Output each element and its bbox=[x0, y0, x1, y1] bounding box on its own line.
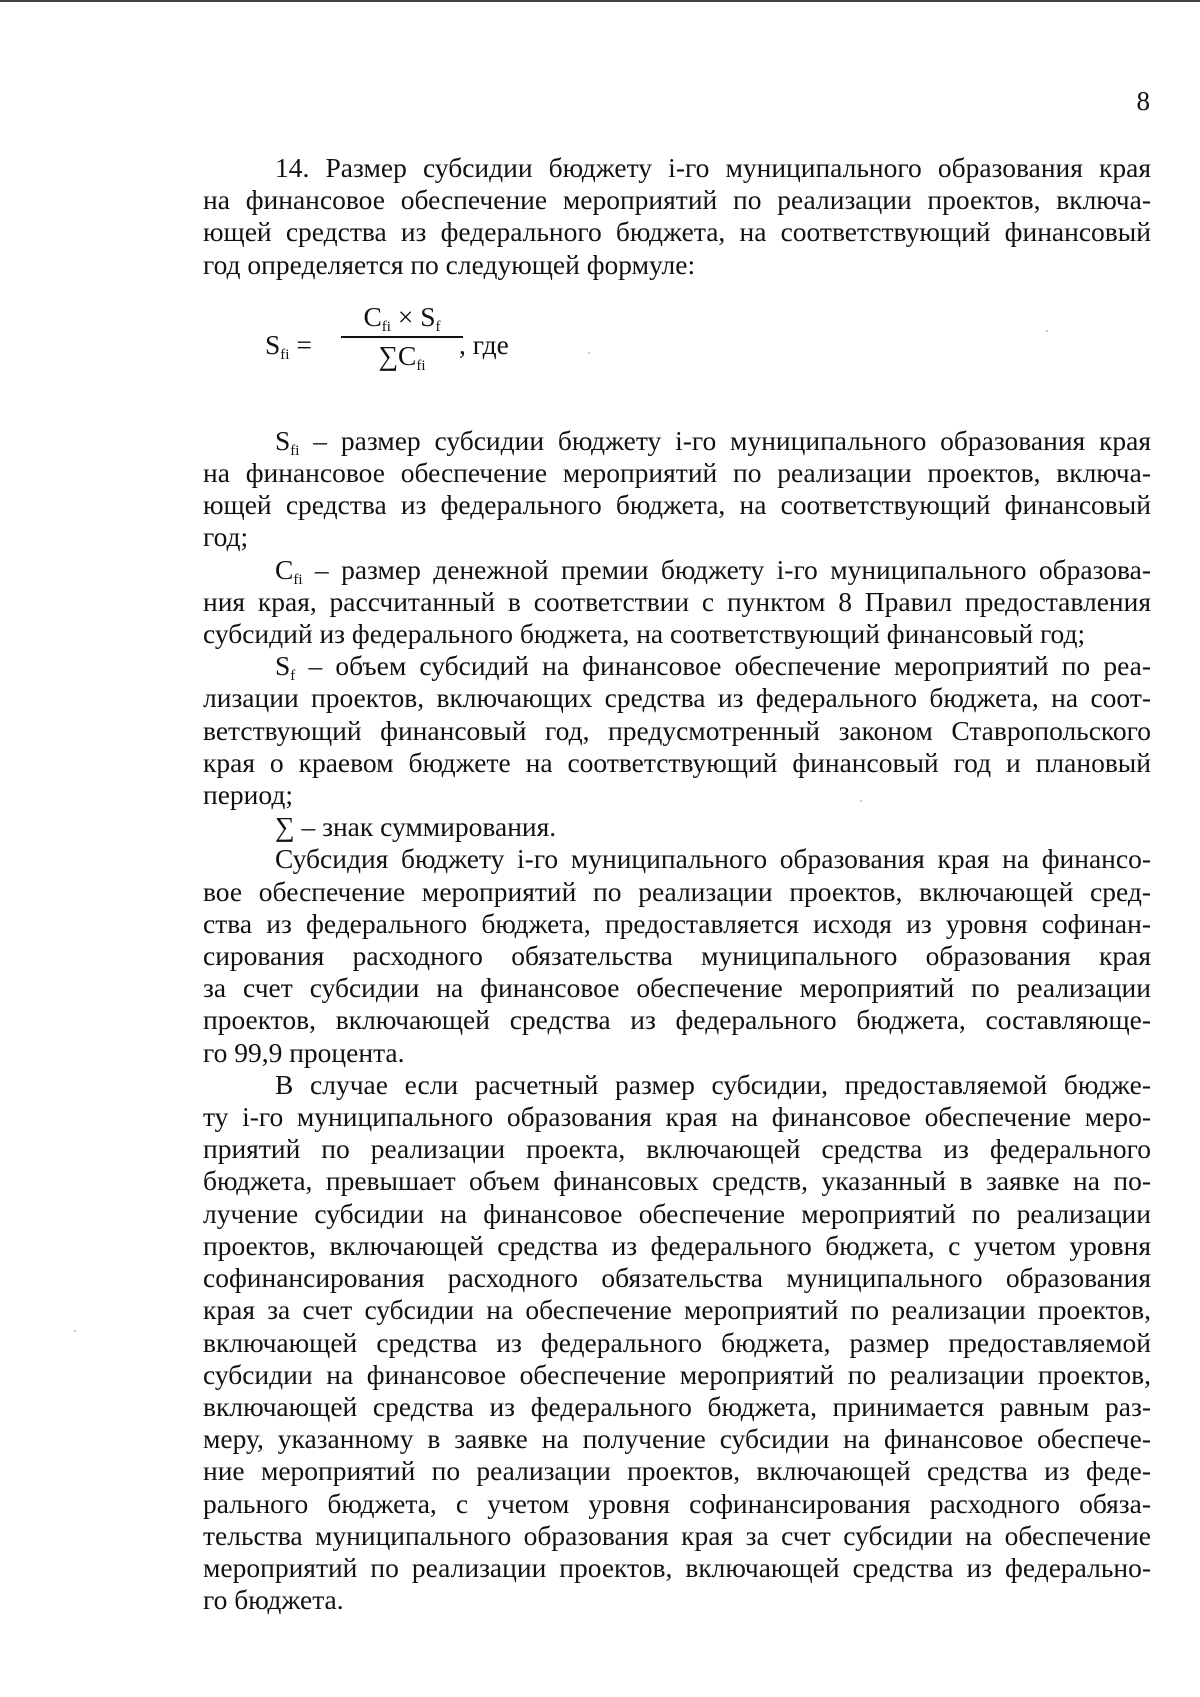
paragraph-line: го бюджета. bbox=[203, 1584, 344, 1616]
paragraph-line: 14. Размер субсидии бюджету i-го муниципального образования края bbox=[275, 152, 1151, 183]
paragraph-line: лучение субсидии на финансовое обеспечение мероприятий по реализации bbox=[203, 1197, 1151, 1229]
definition-sum bbox=[203, 811, 1151, 843]
paragraph-line: на финансовое обеспечение мероприятий по реализации проектов, включа- bbox=[203, 184, 1151, 216]
paragraph-line: ющей средства из федерального бюджета, на соответствующий финансовый bbox=[203, 216, 1151, 248]
paragraph-line: меру, указанному в заявке на получение субсидии на финансовое обеспече- bbox=[203, 1423, 1151, 1455]
paragraph-line: $S_{fi}$ – размер субсидии бюджету i-го муниципального образования края bbox=[275, 424, 1151, 459]
paragraph-14 bbox=[203, 152, 1151, 281]
paragraph-line: ние мероприятий по реализации проектов, включающей средства из феде- bbox=[203, 1455, 1151, 1487]
document-body bbox=[203, 152, 1151, 1616]
paragraph-line: проектов, включающей средства из федерального бюджета, с учетом уровня bbox=[203, 1229, 1151, 1261]
paragraph-line: тельства муниципального образования края за счет субсидии на обеспечение bbox=[203, 1519, 1151, 1551]
paragraph-line: ния края, рассчитанный в соответствии с пунктом 8 Правил предоставления bbox=[203, 585, 1151, 617]
paragraph-line: ства из федерального бюджета, предоставляется исходя из уровня софинан- bbox=[203, 907, 1151, 939]
paragraph-line: лизации проектов, включающих средства из федерального бюджета, на соот- bbox=[203, 682, 1151, 714]
scan-top-edge bbox=[0, 0, 1200, 2]
paragraph-line: мероприятий по реализации проектов, включающей средства из федерально- bbox=[203, 1551, 1151, 1583]
paragraph-line: $S_f$ – объем субсидий на финансовое обеспечение мероприятий по реа- bbox=[275, 650, 1151, 685]
scan-speck bbox=[1046, 330, 1048, 332]
paragraph-line: период; bbox=[203, 779, 293, 811]
paragraph-line: софинансирования расходного обязательства муниципального образования bbox=[203, 1262, 1151, 1294]
paragraph-line: субсидии на финансовое обеспечение мероприятий по реализации проектов, bbox=[203, 1358, 1151, 1390]
paragraph-line: вое обеспечение мероприятий по реализации проектов, включающей сред- bbox=[203, 875, 1151, 907]
paragraph-line: ветствующий финансовый год, предусмотренный законом Ставропольского bbox=[203, 714, 1151, 746]
paragraph-line: ющей средства из федерального бюджета, на соответствующий финансовый bbox=[203, 489, 1151, 521]
paragraph-line: включающей средства из федерального бюджета, размер предоставляемой bbox=[203, 1326, 1151, 1358]
paragraph-line: за счет субсидии на финансовое обеспечение мероприятий по реализации bbox=[203, 972, 1151, 1004]
definition-cfi bbox=[203, 554, 1151, 651]
paragraph-line: ∑ – знак суммирования. bbox=[275, 811, 557, 843]
paragraph-line: включающей средства из федерального бюджета, принимается равным раз- bbox=[203, 1390, 1151, 1422]
paragraph-line: края о краевом бюджете на соответствующий финансовый год и плановый bbox=[203, 746, 1151, 778]
paragraph-line: бюджета, превышает объем финансовых средств, указанный в заявке на по- bbox=[203, 1165, 1151, 1197]
scan-speck bbox=[860, 800, 862, 802]
formula-fraction bbox=[341, 301, 463, 372]
paragraph-line: В случае если расчетный размер субсидии, предоставляемой бюдже- bbox=[275, 1068, 1151, 1100]
paragraph-line: приятий по реализации проекта, включающей средства из федерального bbox=[203, 1133, 1151, 1165]
definition-sf bbox=[203, 650, 1151, 811]
paragraph-line: на финансовое обеспечение мероприятий по реализации проектов, включа- bbox=[203, 457, 1151, 489]
paragraph-line: рального бюджета, с учетом уровня софинансирования расходного обяза- bbox=[203, 1487, 1151, 1519]
formula-numerator: $C_{fi} \times S_f$ bbox=[363, 300, 441, 335]
paragraph-excess-case bbox=[203, 1069, 1151, 1616]
paragraph-line: края за счет субсидии на обеспечение мероприятий по реализации проектов, bbox=[203, 1294, 1151, 1326]
paragraph-line: сирования расходного обязательства муниципального образования края bbox=[203, 940, 1151, 972]
definition-sfi bbox=[203, 425, 1151, 554]
paragraph-line: го 99,9 процента. bbox=[203, 1036, 405, 1068]
paragraph-line: субсидий из федерального бюджета, на соответствующий финансовый год; bbox=[203, 618, 1086, 650]
paragraph-line: год определяется по следующей формуле: bbox=[203, 248, 696, 280]
paragraph-line: проектов, включающей средства из федерального бюджета, составляюще- bbox=[203, 1004, 1151, 1036]
formula-tail: , где bbox=[459, 328, 509, 360]
paragraph-line: ту i-го муниципального образования края на финансовое обеспечение меро- bbox=[203, 1101, 1151, 1133]
formula-denominator: $\sum C_{fi}$ bbox=[378, 339, 426, 374]
scan-speck bbox=[74, 1330, 76, 1332]
page-number: 8 bbox=[1136, 86, 1150, 116]
paragraph-line: $C_{fi}$ – размер денежной премии бюджету i-го муниципального образова- bbox=[275, 553, 1151, 588]
paragraph-line: Субсидия бюджету i-го муниципального образования края на финансо- bbox=[275, 843, 1151, 875]
formula-lhs: $S_{fi}$ = bbox=[265, 328, 312, 363]
paragraph-line: год; bbox=[203, 521, 249, 553]
paragraph-subsidy-level bbox=[203, 843, 1151, 1068]
scan-speck bbox=[588, 352, 590, 354]
subsidy-formula bbox=[203, 301, 1151, 401]
